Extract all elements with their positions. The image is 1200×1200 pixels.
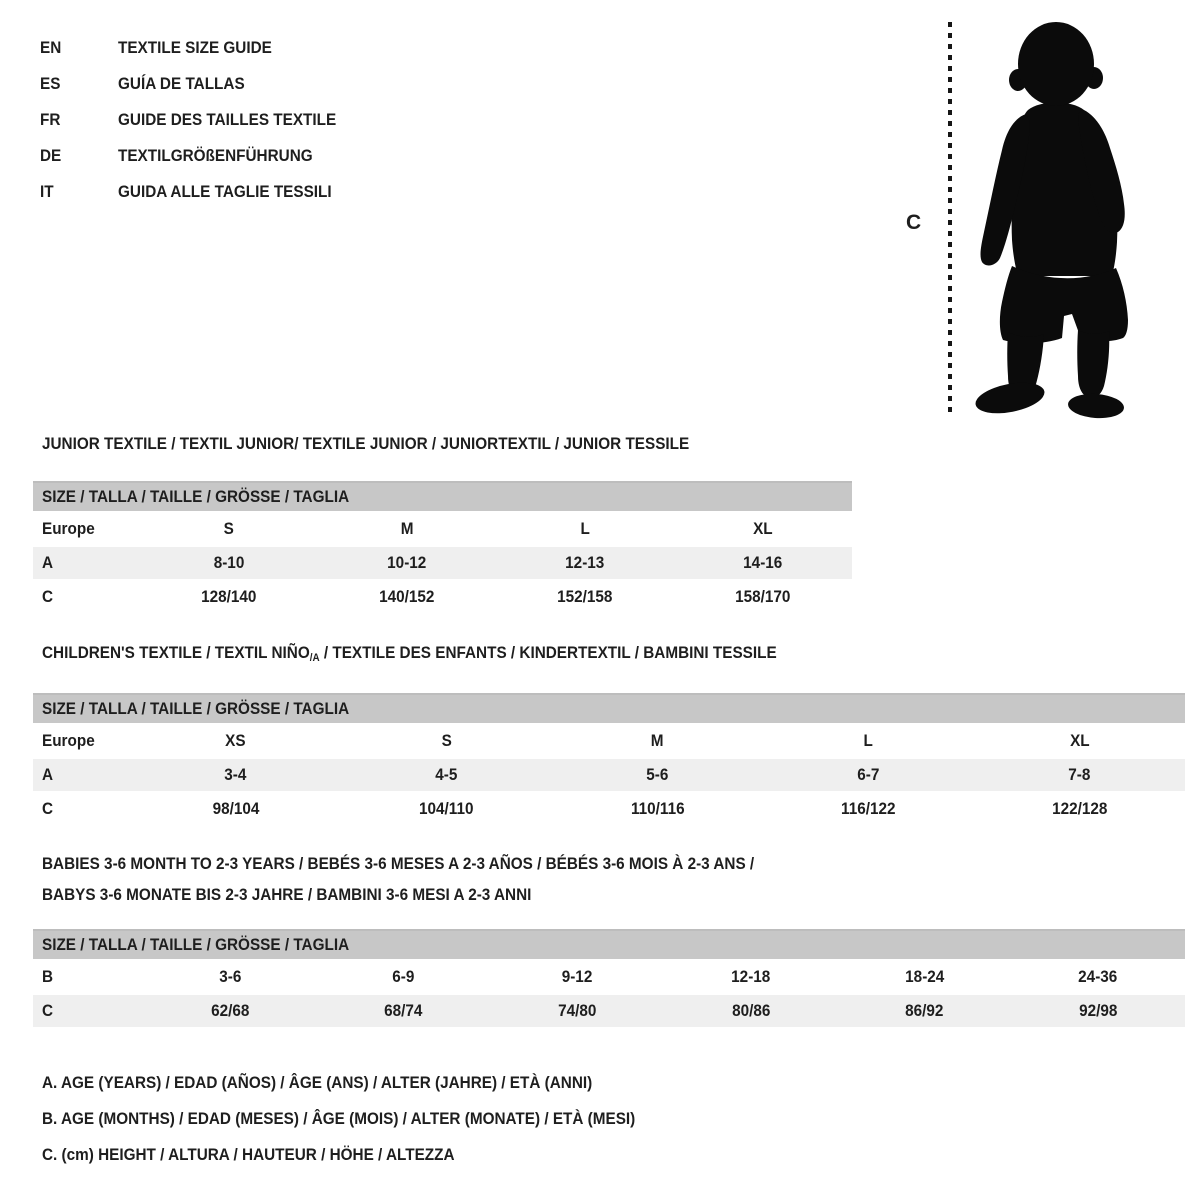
- table-row: [33, 759, 1185, 791]
- size-value-cell: 4-5: [435, 765, 458, 784]
- language-row-fr: [40, 102, 360, 138]
- size-value-cell: L: [863, 731, 874, 750]
- legend-line-a: A. AGE (YEARS) / EDAD (AÑOS) / ÂGE (ANS) / ALTER (JAHRE) / ETÀ (ANNI): [42, 1073, 593, 1092]
- size-row-label: C: [42, 587, 54, 606]
- size-row-label: Europe: [42, 731, 95, 750]
- language-row-it: [40, 174, 360, 210]
- toddler-silhouette-icon: [966, 14, 1144, 422]
- size-value-cell: 9-12: [561, 967, 593, 986]
- nino-a-subscript: /A: [309, 652, 320, 664]
- size-value-cell: 6-9: [392, 967, 415, 986]
- size-table-header: SIZE / TALLA / TAILLE / GRÖSSE / TAGLIA: [33, 481, 852, 511]
- table-row: [33, 513, 852, 545]
- language-title: GUÍA DE TALLAS: [118, 74, 245, 93]
- size-value-cell: 80/86: [731, 1001, 770, 1020]
- size-value-cell: XS: [225, 731, 246, 750]
- language-code: FR: [40, 110, 61, 129]
- language-code: ES: [40, 74, 61, 93]
- size-value-cell: 116/122: [841, 799, 896, 818]
- size-value-cell: 86/92: [905, 1001, 944, 1020]
- language-row-es: [40, 66, 360, 102]
- size-value-cell: 12-13: [565, 553, 605, 572]
- size-table-header: SIZE / TALLA / TAILLE / GRÖSSE / TAGLIA: [33, 693, 1185, 723]
- language-code: DE: [40, 146, 62, 165]
- size-value-cell: 152/158: [557, 587, 613, 606]
- size-value-cell: S: [223, 519, 235, 538]
- size-value-cell: 158/170: [735, 587, 791, 606]
- size-value-cell: 104/110: [419, 799, 474, 818]
- junior-size-table: [33, 481, 852, 613]
- language-row-de: [40, 138, 360, 174]
- language-title: TEXTILE SIZE GUIDE: [118, 38, 272, 57]
- babies-section-title: BABIES 3-6 MONTH TO 2-3 YEARS / BEBÉS 3-6 MESES A 2-3 AÑOS / BÉBÉS 3-6 MOIS À 2-3 ANS / BABYS 3-6 MONATE BIS 2-3 JAHRE / BAMBINI 3-6 MESI A 2-3 ANNI: [42, 854, 755, 904]
- size-value-cell: 18-24: [904, 967, 945, 986]
- size-value-cell: 6-7: [857, 765, 880, 784]
- size-value-cell: 92/98: [1079, 1001, 1118, 1020]
- size-row-label: A: [42, 765, 54, 784]
- size-value-cell: 5-6: [646, 765, 669, 784]
- height-dashed-line: [948, 22, 952, 416]
- language-code: EN: [40, 38, 62, 57]
- size-table-header: SIZE / TALLA / TAILLE / GRÖSSE / TAGLIA: [33, 929, 1185, 959]
- size-value-cell: 110/116: [630, 799, 685, 818]
- size-value-cell: M: [400, 519, 414, 538]
- size-value-cell: 62/68: [210, 1001, 249, 1020]
- height-measure-label: C: [906, 211, 922, 234]
- size-value-cell: L: [580, 519, 590, 538]
- language-row-en: [40, 30, 360, 66]
- size-value-cell: 98/104: [212, 799, 259, 818]
- size-value-cell: XL: [1069, 731, 1090, 750]
- size-value-cell: 24-36: [1078, 967, 1118, 986]
- babies-size-table: [33, 929, 1185, 1027]
- size-value-cell: 68/74: [384, 1001, 423, 1020]
- table-row: [33, 961, 1185, 993]
- size-value-cell: 14-16: [743, 553, 783, 572]
- table-row: [33, 581, 852, 613]
- size-value-cell: M: [651, 731, 664, 750]
- legend: [42, 1065, 701, 1173]
- table-row: [33, 725, 1185, 757]
- size-row-label: C: [42, 1001, 54, 1020]
- children-section-title: CHILDREN'S TEXTILE / TEXTIL $NIÑO_{/A}$ / TEXTILE DES ENFANTS / KINDERTEXTIL / BAMBINI TESSILE: [42, 643, 777, 664]
- language-title: TEXTILGRÖßENFÜHRUNG: [118, 146, 313, 165]
- legend-line-b: B. AGE (MONTHS) / EDAD (MESES) / ÂGE (MOIS) / ALTER (MONATE) / ETÀ (MESI): [42, 1109, 636, 1128]
- size-row-label: Europe: [42, 519, 95, 538]
- size-value-cell: 74/80: [558, 1001, 597, 1020]
- size-row-label: B: [42, 967, 54, 986]
- size-value-cell: 3-6: [218, 967, 241, 986]
- size-value-cell: S: [441, 731, 452, 750]
- size-value-cell: 12-18: [731, 967, 771, 986]
- language-list: [40, 30, 360, 210]
- table-row: [33, 793, 1185, 825]
- language-title: GUIDE DES TAILLES TEXTILE: [118, 110, 337, 129]
- legend-line-c: C. (cm) HEIGHT / ALTURA / HAUTEUR / HÖHE / ALTEZZA: [42, 1145, 455, 1164]
- size-value-cell: 128/140: [201, 587, 257, 606]
- size-row-label: A: [42, 553, 54, 572]
- size-row-label: C: [42, 799, 54, 818]
- size-value-cell: 10-12: [387, 553, 427, 572]
- size-value-cell: 8-10: [213, 553, 245, 572]
- size-value-cell: 7-8: [1068, 765, 1091, 784]
- size-value-cell: 140/152: [379, 587, 435, 606]
- size-value-cell: 122/128: [1051, 799, 1108, 818]
- table-row: [33, 995, 1185, 1027]
- size-value-cell: XL: [753, 519, 773, 538]
- table-row: [33, 547, 852, 579]
- size-value-cell: 3-4: [224, 765, 247, 784]
- children-size-table: [33, 693, 1185, 825]
- language-code: IT: [40, 182, 54, 201]
- junior-section-title: JUNIOR TEXTILE / TEXTIL JUNIOR/ TEXTILE JUNIOR / JUNIORTEXTIL / JUNIOR TESSILE: [42, 434, 690, 453]
- language-title: GUIDA ALLE TAGLIE TESSILI: [118, 182, 332, 201]
